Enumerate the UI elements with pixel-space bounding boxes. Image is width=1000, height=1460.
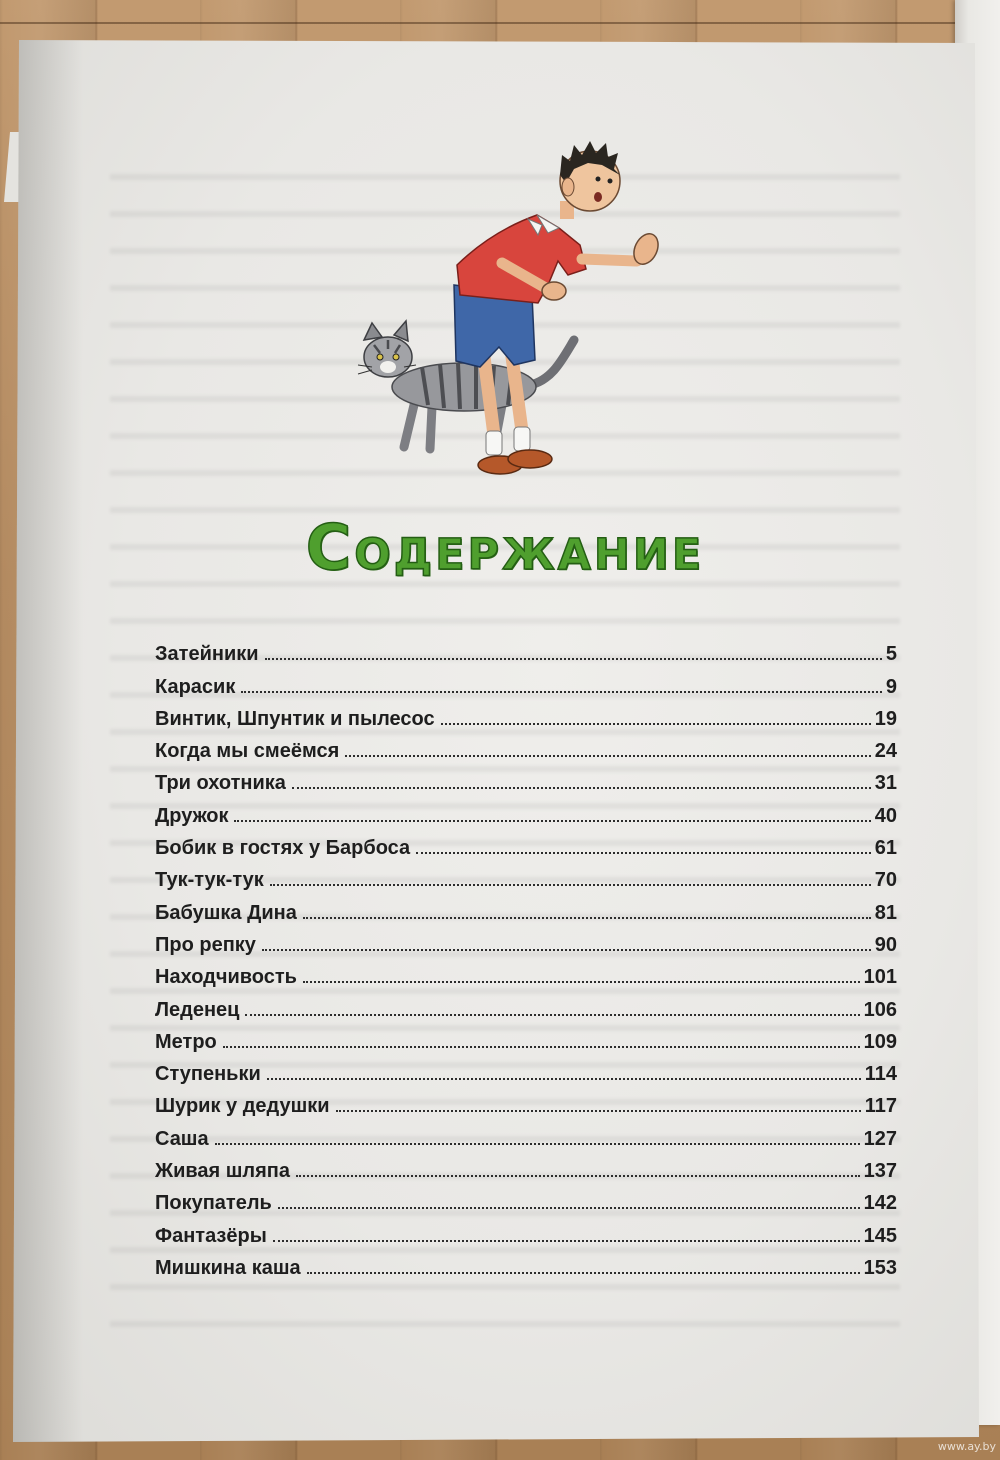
toc-entry-title: Тук-тук-тук	[155, 869, 264, 892]
toc-entry	[155, 1187, 897, 1219]
toc-entry-page-number: 24	[874, 740, 897, 763]
dot-leader	[215, 1142, 860, 1145]
toc-entry-page-number: 61	[874, 837, 897, 860]
watermark: www.ay.by	[937, 1440, 996, 1453]
toc-entry-title: Три охотника	[155, 772, 286, 795]
toc-entry-title: Ступеньки	[155, 1063, 261, 1086]
boy-illustration	[454, 141, 663, 474]
toc-entry-title: Фантазёры	[155, 1224, 267, 1247]
toc-entry	[155, 703, 897, 735]
dot-leader	[273, 1239, 860, 1242]
dot-leader	[303, 980, 860, 983]
toc-entry-page-number: 106	[863, 998, 897, 1021]
toc-entry	[155, 1058, 897, 1090]
illustration	[352, 135, 672, 485]
toc-entry	[155, 961, 897, 993]
toc-entry	[155, 735, 897, 767]
dot-leader	[267, 1077, 861, 1080]
toc-entry-title: Мишкина каша	[155, 1256, 301, 1279]
dot-leader	[234, 819, 870, 822]
toc-entry-page-number: 40	[874, 804, 897, 827]
dot-leader	[265, 657, 882, 660]
dot-leader	[296, 1174, 860, 1177]
toc-entry-page-number: 5	[885, 643, 897, 666]
dot-leader	[270, 883, 871, 886]
dot-leader	[336, 1109, 861, 1112]
toc-entry	[155, 1155, 897, 1187]
dot-leader	[292, 786, 871, 789]
toc-entry-title: Покупатель	[155, 1192, 272, 1215]
toc-entry	[155, 799, 897, 831]
toc-entry-title: Когда мы смеёмся	[155, 740, 340, 763]
toc-entry-title: Метро	[155, 1030, 217, 1053]
toc-entry	[155, 993, 897, 1025]
toc-entry-title: Бобик в гостях у Барбоса	[155, 837, 411, 860]
dot-leader	[241, 690, 882, 693]
toc-entry	[155, 1122, 897, 1154]
toc-entry-page-number: 9	[885, 675, 897, 698]
toc-entry	[155, 1219, 897, 1251]
toc-entry-page-number: 19	[874, 707, 897, 730]
toc-entry	[155, 929, 897, 961]
toc-entry-title: Про репку	[155, 933, 256, 956]
toc-entry	[155, 638, 897, 670]
toc-entry-title: Саша	[155, 1127, 209, 1150]
toc-entry-title: Затейники	[155, 643, 259, 666]
dot-leader	[245, 1013, 859, 1016]
wood-plank-seam	[0, 22, 1000, 24]
toc-entry-page-number: 81	[874, 901, 897, 924]
toc-entry-page-number: 127	[863, 1127, 897, 1150]
toc-entry	[155, 767, 897, 799]
toc-entry-page-number: 117	[864, 1095, 897, 1118]
toc-entry-page-number: 31	[874, 772, 897, 795]
toc-entry-page-number: 145	[863, 1224, 897, 1247]
toc-entry	[155, 832, 897, 864]
toc-entry-title: Винтик, Шпунтик и пылесос	[155, 707, 435, 730]
toc-entry-page-number: 101	[863, 966, 897, 989]
toc-entry-title: Шурик у дедушки	[155, 1095, 330, 1118]
toc-entry-title: Леденец	[155, 998, 240, 1021]
toc-entry	[155, 1026, 897, 1058]
toc-entry-page-number: 137	[863, 1160, 897, 1183]
table-of-contents	[155, 638, 897, 1284]
dot-leader	[441, 722, 871, 725]
dot-leader	[303, 916, 871, 919]
dot-leader	[223, 1045, 860, 1048]
toc-entry	[155, 1090, 897, 1122]
page-binding-shadow	[13, 40, 83, 1442]
toc-entry	[155, 864, 897, 896]
toc-entry	[155, 1252, 897, 1284]
toc-entry-title: Находчивость	[155, 966, 297, 989]
toc-entry-title: Дружок	[155, 804, 229, 827]
toc-entry-page-number: 70	[874, 869, 897, 892]
toc-entry-title: Бабушка Дина	[155, 901, 297, 924]
dot-leader	[278, 1206, 860, 1209]
dot-leader	[416, 851, 871, 854]
toc-entry	[155, 896, 897, 928]
toc-entry-page-number: 153	[863, 1256, 897, 1279]
toc-entry-page-number: 90	[874, 933, 897, 956]
dot-leader	[307, 1271, 860, 1274]
toc-entry-page-number: 142	[863, 1192, 897, 1215]
page-title: Содержание	[305, 511, 705, 584]
dot-leader	[262, 948, 871, 951]
toc-entry-page-number: 114	[864, 1063, 897, 1086]
toc-entry-title: Живая шляпа	[155, 1160, 290, 1183]
toc-entry-page-number: 109	[863, 1030, 897, 1053]
dot-leader	[345, 754, 870, 757]
toc-entry-title: Карасик	[155, 675, 236, 698]
toc-entry	[155, 670, 897, 702]
